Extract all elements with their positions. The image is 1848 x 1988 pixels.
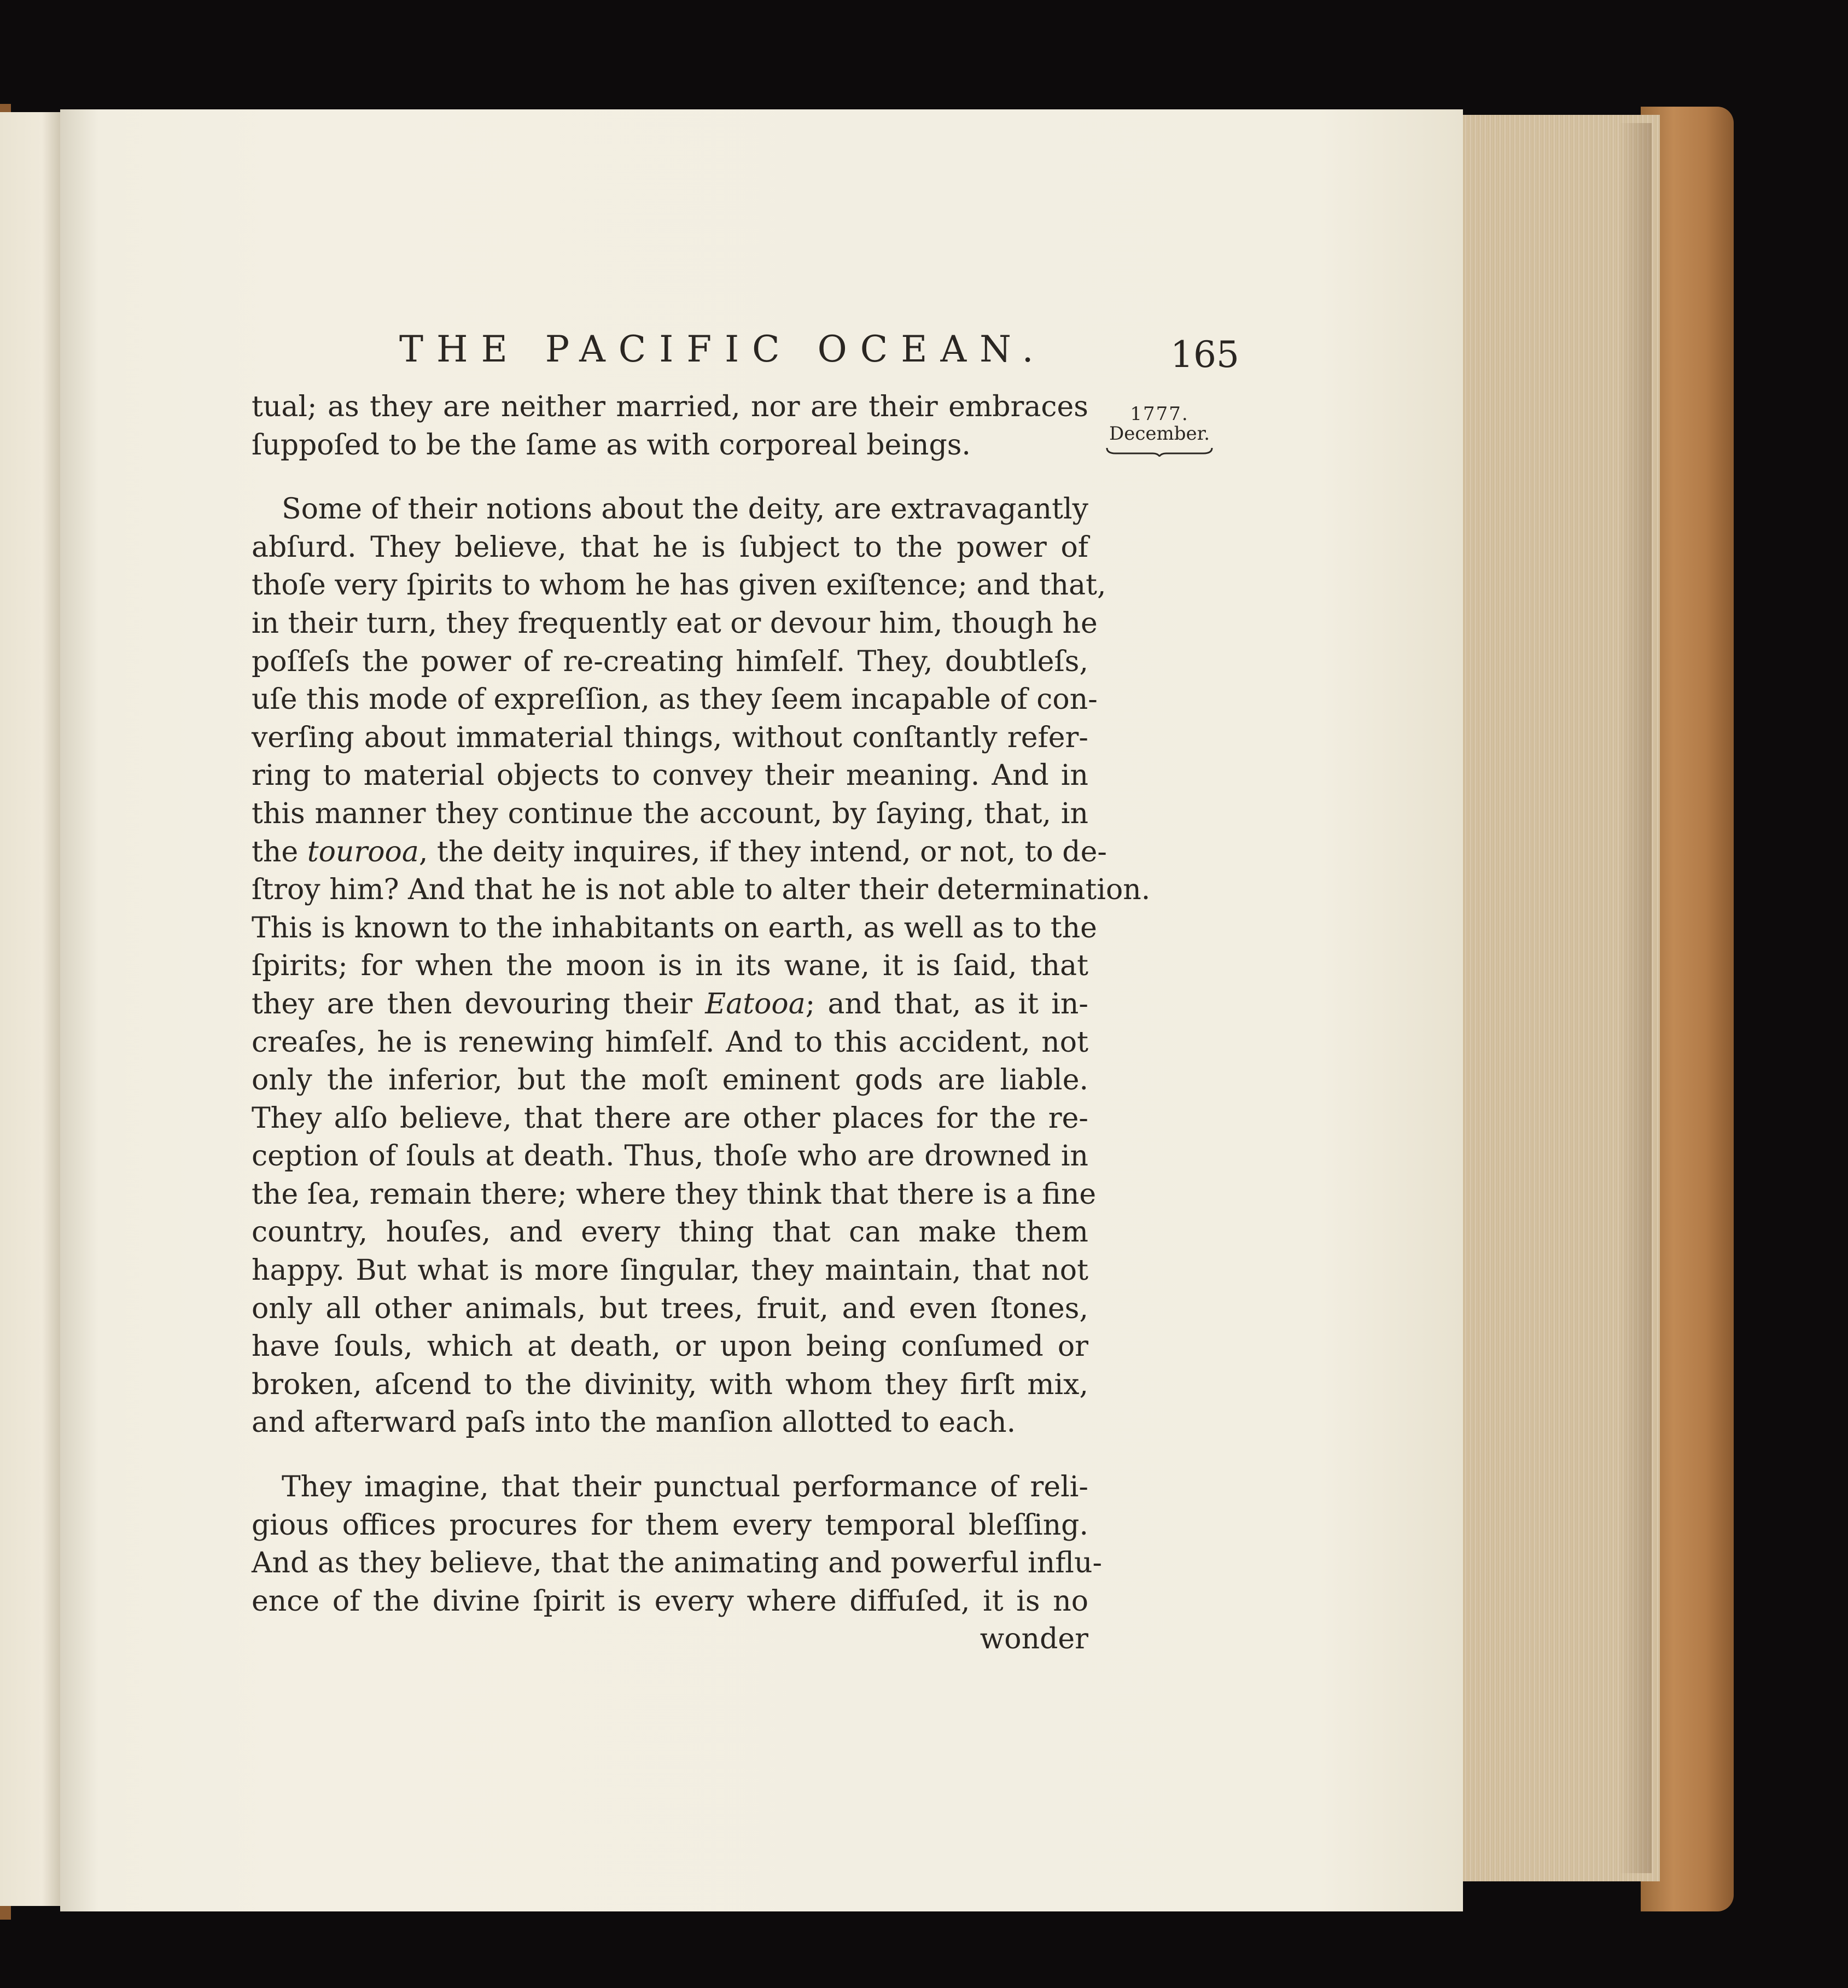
facing-page-edge [0,112,60,1906]
text-line: They imagine, that their punctual performance of reli- [282,1471,1088,1504]
paragraph-3 [252,1468,1103,1659]
text-line: thoſe very ſpirits to whom he has given exiſtence; and that, [252,569,1106,602]
text-line: country, houſes, and every thing that can make them [252,1216,1088,1249]
text-line: Some of their notions about the deity, are extravagantly [282,493,1088,526]
text-line: abſurd. They believe, that he is ſubject to the power of [252,530,1088,564]
text-line: This is known to the inhabitants on earth, as well as to the [252,911,1097,945]
text-line: only all other animals, but trees, fruit, and even ſtones, [252,1292,1088,1325]
text-line: verſing about immaterial things, without conſtantly refer- [252,721,1088,754]
text-line: ſpirits; for when the moon is in its wane, it is ſaid, that [252,949,1088,983]
margin-note [1099,405,1220,457]
text-line: the ſea, remain there; where they think that there is a fine [252,1177,1097,1211]
text-line: gious offices procures for them every temporal bleſſing. [252,1508,1088,1542]
text-line: tual; as they are neither married, nor are their embraces [252,390,1088,423]
text-line: only the inferior, but the moſt eminent gods are liable. [252,1064,1088,1097]
text-line: in their turn, they frequently eat or devour him, though he [252,607,1098,640]
italic-word: tourooa [307,835,419,868]
text-line: poſſeſs the power of re-creating himſelf. They, doubtleſs, [252,645,1088,678]
text-line: ſtroy him? And that he is not able to alter their determination. [252,873,1151,907]
text-line: ence of the divine ſpirit is every where diffuſed, it is no [252,1584,1088,1618]
text-line-italic: the tourooa, the deity inquires, if they intend, or not, to de- [252,835,1107,868]
running-head: THE PACIFIC OCEAN. [399,328,1047,370]
paragraph-1 [252,388,1088,464]
text-line: uſe this mode of expreſſion, as they ſeem incapable of con- [252,683,1098,716]
text-line: this manner they continue the account, by ſaying, that, in [252,797,1088,830]
text-line: ſuppoſed to be the ſame as with corporeal beings. [252,428,971,462]
margin-note-month: December. [1109,422,1210,445]
text-line: happy. But what is more ſingular, they maintain, that not [252,1254,1088,1287]
catchword: wonder [980,1623,1088,1656]
page-block-shade [1619,123,1652,1873]
italic-word: Eatooa [705,987,806,1021]
margin-note-year: 1777. [1130,403,1189,425]
page-number: 165 [1170,334,1239,376]
text-line: They alſo believe, that there are other places for the re- [252,1101,1088,1135]
body-text [252,388,1151,1659]
brace-icon [1105,446,1214,457]
text-line: ception of ſouls at death. Thus, thoſe who are drowned in [252,1140,1088,1173]
text-line: and afterward paſs into the manſion allotted to each. [252,1406,1016,1439]
text-line: creaſes, he is renewing himſelf. And to this accident, not [252,1025,1088,1059]
text-line: ring to material objects to convey their meaning. And in [252,759,1088,792]
paragraph-2 [252,491,1151,1442]
text-line: And as they believe, that the animating and powerful influ- [252,1547,1103,1580]
text-line-italic: they are then devouring their Eatooa; and that, as it in- [252,987,1088,1021]
text-line: have ſouls, which at death, or upon being conſumed or [252,1330,1088,1363]
text-line: broken, aſcend to the divinity, with whom they firſt mix, [252,1368,1088,1401]
